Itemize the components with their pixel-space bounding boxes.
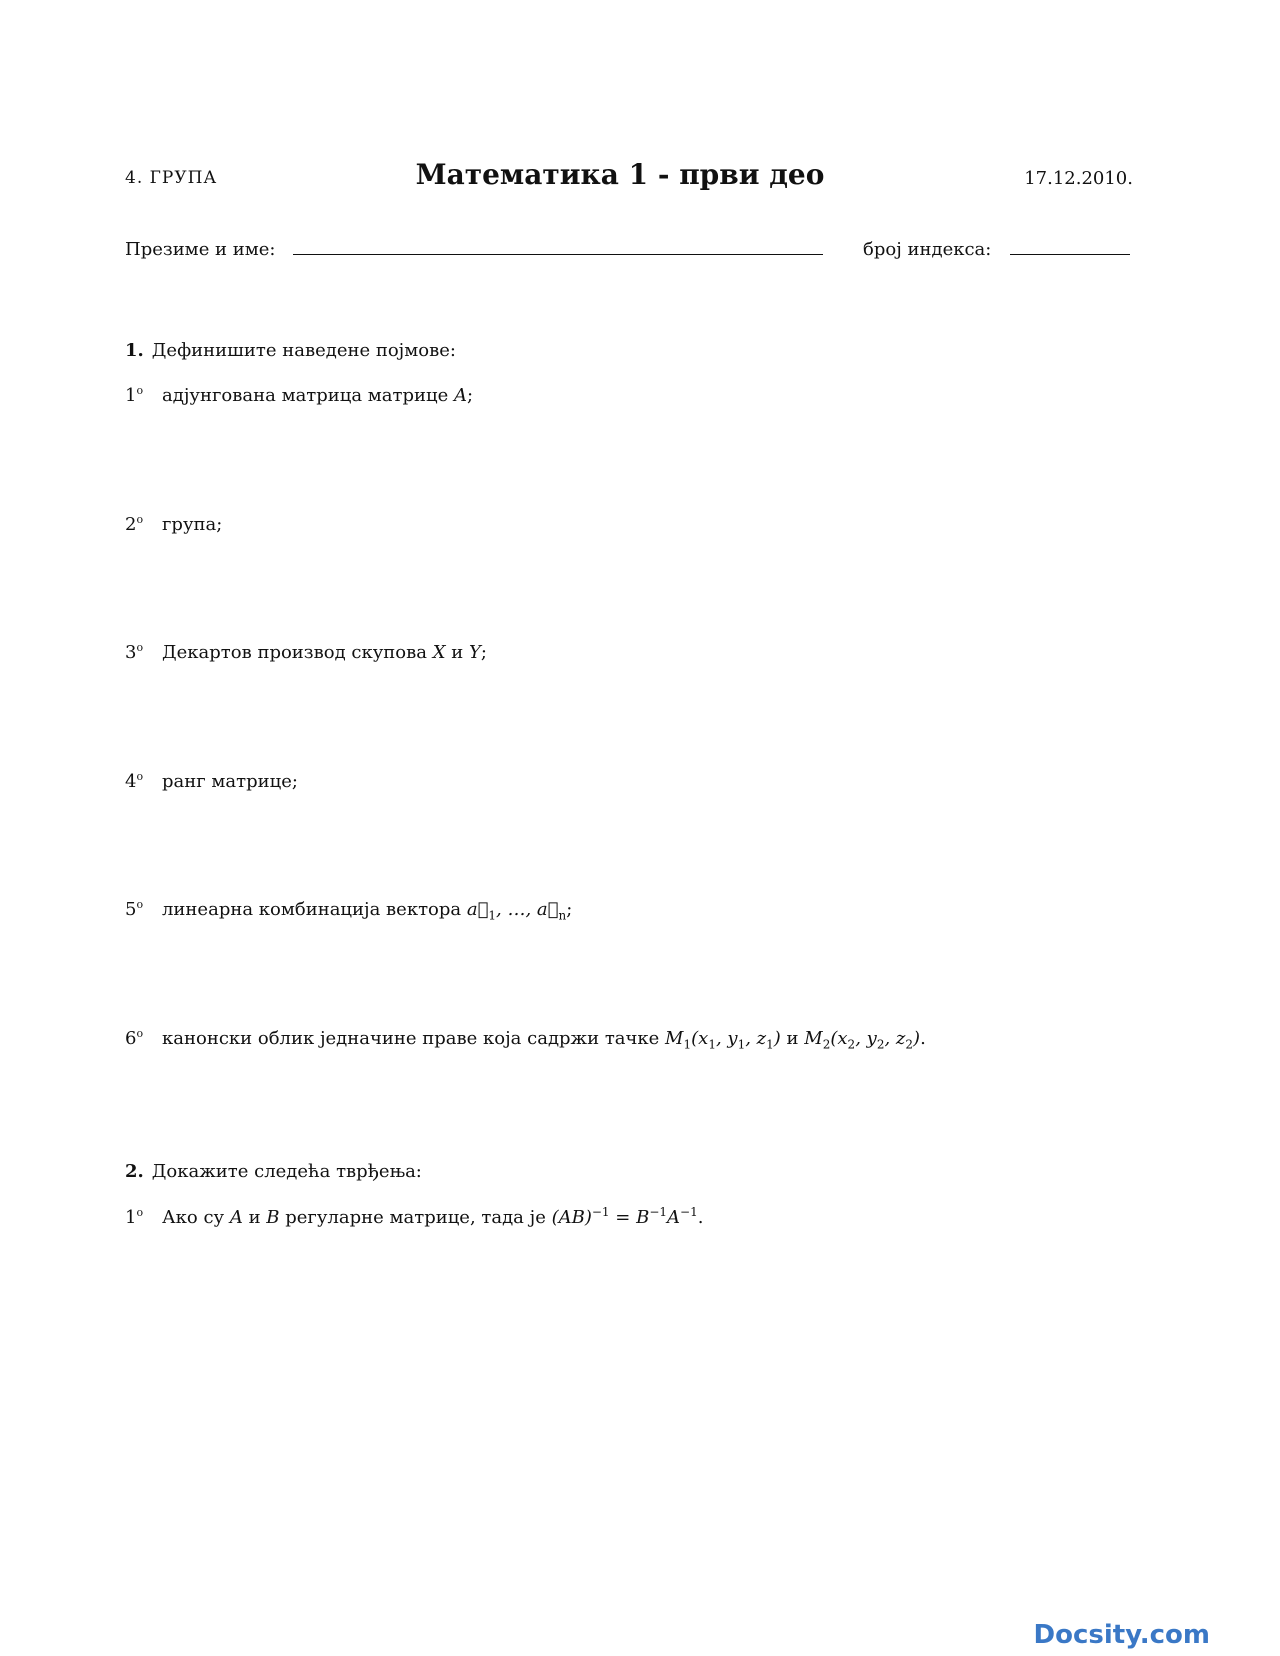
name-field-label: Презиме и име: <box>125 239 276 260</box>
item-text: група; <box>162 514 223 535</box>
list-item: 1$^o$ Ако су A и B регуларне матрице, тада је $(AB)^{-1} = B^{-1}A^{-1}$. <box>125 1205 704 1228</box>
list-item <box>125 513 222 535</box>
section-2-heading <box>125 1161 422 1182</box>
math-expression: B <box>266 1207 280 1228</box>
item-marker: 1$^o$ <box>125 1206 144 1228</box>
math-expression: $M_1(x_1$, $y_1$, $z_1$) <box>665 1028 781 1052</box>
list-item: 1$^o$ адјунгована матрица матрице A; <box>125 384 474 406</box>
list-item: 3$^o$ Декартов производ скупова X и Y; <box>125 641 487 663</box>
math-expression: A <box>453 385 467 406</box>
docsity-watermark[interactable]: Docsity.com <box>1033 1620 1210 1650</box>
item-text: Декартов производ скупова <box>162 642 433 663</box>
list-item: 6$^o$ канонски облик једначине праве која садржи тачке $M_1(x_1$, $y_1$, $z_1$) и $M_2(x_2$, $y_2$, $z_2$). <box>125 1027 926 1052</box>
item-marker: 3$^o$ <box>125 641 144 663</box>
item-marker: 6$^o$ <box>125 1027 144 1049</box>
list-item: 5$^o$ линеарна комбинација вектора $a⃗_1$, …, $a⃗_n$; <box>125 898 573 923</box>
item-text: Ако су <box>162 1207 230 1228</box>
math-expression: $M_2(x_2$, $y_2$, $z_2$) <box>804 1028 921 1052</box>
item-marker: 2$^o$ <box>125 513 144 535</box>
math-expression: Y <box>469 642 481 663</box>
name-field-line[interactable] <box>293 254 823 255</box>
item-text: адјунгована матрица матрице <box>162 385 454 406</box>
math-expression: $a⃗_1$, …, $a⃗_n$ <box>466 899 567 923</box>
group-label: 4. ГРУПА <box>125 168 218 188</box>
section-2-heading-text: Докажите следећа тврђења: <box>151 1161 422 1182</box>
item-marker: 1$^o$ <box>125 384 144 406</box>
exam-date: 17.12.2010. <box>1024 168 1133 189</box>
item-text: канонски облик једначине праве која садржи тачке <box>162 1028 666 1049</box>
section-1-heading <box>125 340 456 361</box>
math-expression: $(AB)^{-1} = B^{-1}A^{-1}$ <box>551 1205 698 1228</box>
item-marker: 5$^o$ <box>125 898 144 920</box>
section-1-heading-text: Дефинишите наведене појмове: <box>151 340 456 361</box>
index-field-label: број индекса: <box>863 239 992 260</box>
list-item <box>125 770 298 792</box>
math-expression: X <box>432 642 446 663</box>
item-text: линеарна комбинација вектора <box>162 899 467 920</box>
math-expression: A <box>229 1207 243 1228</box>
page-title: Математика 1 - први део <box>415 158 825 191</box>
index-field-line[interactable] <box>1010 254 1130 255</box>
item-marker: 4$^o$ <box>125 770 144 792</box>
section-2-number: 2. <box>125 1161 144 1182</box>
section-1-number: 1. <box>125 340 144 361</box>
item-text: ранг матрице; <box>162 771 298 792</box>
